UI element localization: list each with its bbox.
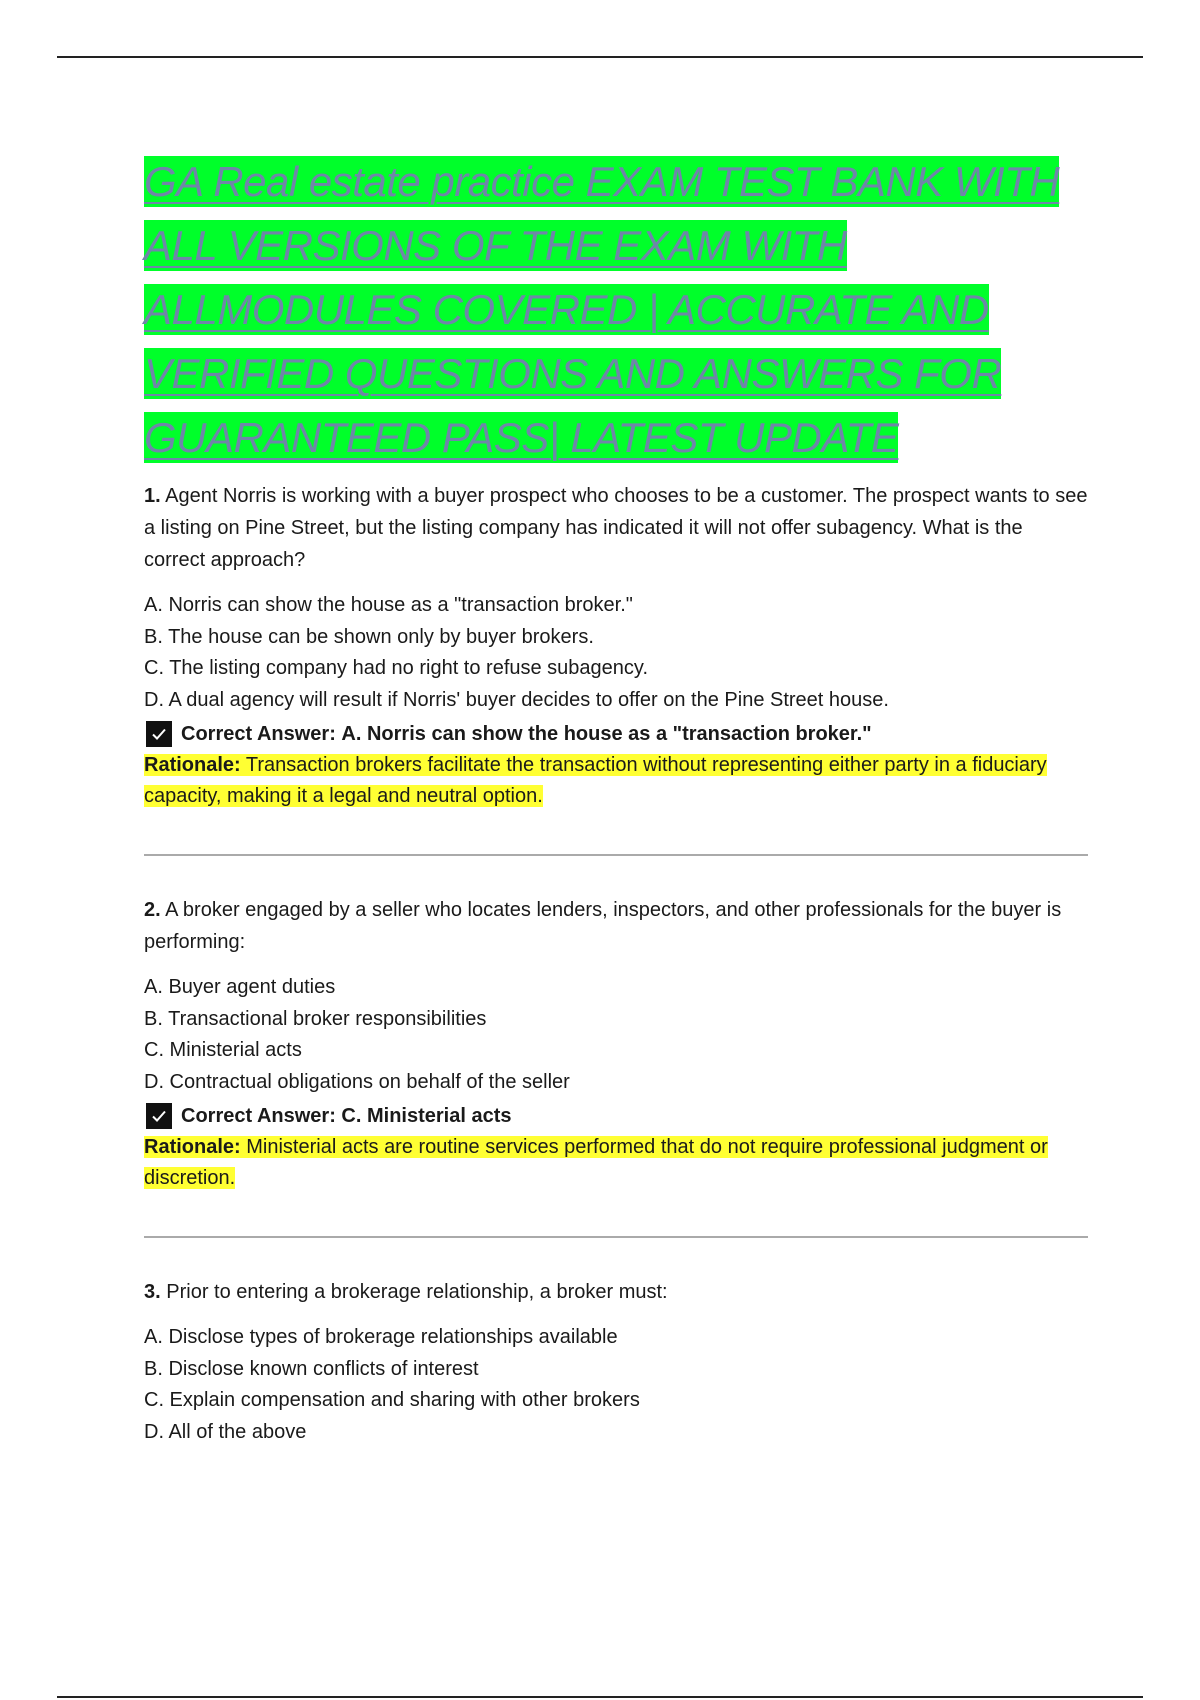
question-number: 3. <box>144 1281 161 1303</box>
correct-answer-prefix: Correct Answer: <box>181 1105 336 1127</box>
correct-answer <box>144 718 1088 750</box>
question-text: A broker engaged by a seller who locates lenders, inspectors, and other professionals for the buyer is performing: <box>144 899 1062 953</box>
document-body <box>144 150 1088 1448</box>
option-c: C. Explain compensation and sharing with other brokers <box>144 1389 640 1411</box>
rationale <box>144 750 1088 812</box>
question-number: 2. <box>144 899 161 921</box>
option-a: A. Buyer agent duties <box>144 976 336 998</box>
option-d: D. Contractual obligations on behalf of the seller <box>144 1070 570 1093</box>
option-b: B. Disclose known conflicts of interest <box>144 1357 479 1380</box>
option-a: A. Disclose types of brokerage relationships available <box>144 1326 618 1348</box>
rationale-label: Rationale: <box>144 754 241 776</box>
answer-options <box>144 590 1088 716</box>
question-3 <box>144 1276 1088 1448</box>
question-2 <box>144 894 1088 1194</box>
checkmark-icon <box>146 721 172 747</box>
option-d: D. A dual agency will result if Norris' buyer decides to offer on the Pine Street house. <box>144 688 889 711</box>
checkmark-icon <box>146 1103 172 1129</box>
question-divider <box>144 1236 1088 1238</box>
header-rule <box>57 56 1143 58</box>
correct-answer-text: C. Ministerial acts <box>341 1105 512 1127</box>
option-c: C. Ministerial acts <box>144 1039 302 1061</box>
question-stem <box>144 1276 1088 1308</box>
document-title <box>144 150 1088 470</box>
rationale-label: Rationale: <box>144 1136 241 1158</box>
correct-answer-prefix: Correct Answer: <box>181 723 336 745</box>
rationale <box>144 1132 1088 1194</box>
question-divider <box>144 854 1088 856</box>
question-stem <box>144 894 1088 958</box>
correct-answer <box>144 1100 1088 1132</box>
option-d: D. All of the above <box>144 1420 307 1443</box>
answer-options <box>144 1322 1088 1448</box>
rationale-text: Ministerial acts are routine services performed that do not require professional judgment or discretion. <box>144 1136 1048 1189</box>
correct-answer-text: A. Norris can show the house as a "transaction broker." <box>341 723 872 745</box>
document-title-text: GA Real estate practice EXAM TEST BANK WITH ALL VERSIONS OF THE EXAM WITH ALLMODULES COVERED | ACCURATE AND VERIFIED QUESTIONS AND ANSWERS FOR GUARANTEED PASS| LATEST UPDATE <box>144 158 1060 461</box>
answer-options <box>144 972 1088 1098</box>
footer-rule <box>57 1696 1143 1698</box>
option-c: C. The listing company had no right to refuse subagency. <box>144 657 648 679</box>
option-a: A. Norris can show the house as a "transaction broker." <box>144 594 633 616</box>
option-b: B. The house can be shown only by buyer brokers. <box>144 625 594 648</box>
question-1 <box>144 480 1088 812</box>
option-b: B. Transactional broker responsibilities <box>144 1007 487 1030</box>
rationale-text: Transaction brokers facilitate the transaction without representing either party in a fiduciary capacity, making it a legal and neutral option. <box>144 754 1047 807</box>
question-text: Agent Norris is working with a buyer prospect who chooses to be a customer. The prospect wants to see a listing on Pine Street, but the listing company has indicated it will not offer subagency. What is the correct approach? <box>144 485 1088 571</box>
question-stem <box>144 480 1088 576</box>
question-number: 1. <box>144 485 161 507</box>
question-text: Prior to entering a brokerage relationship, a broker must: <box>166 1281 668 1303</box>
